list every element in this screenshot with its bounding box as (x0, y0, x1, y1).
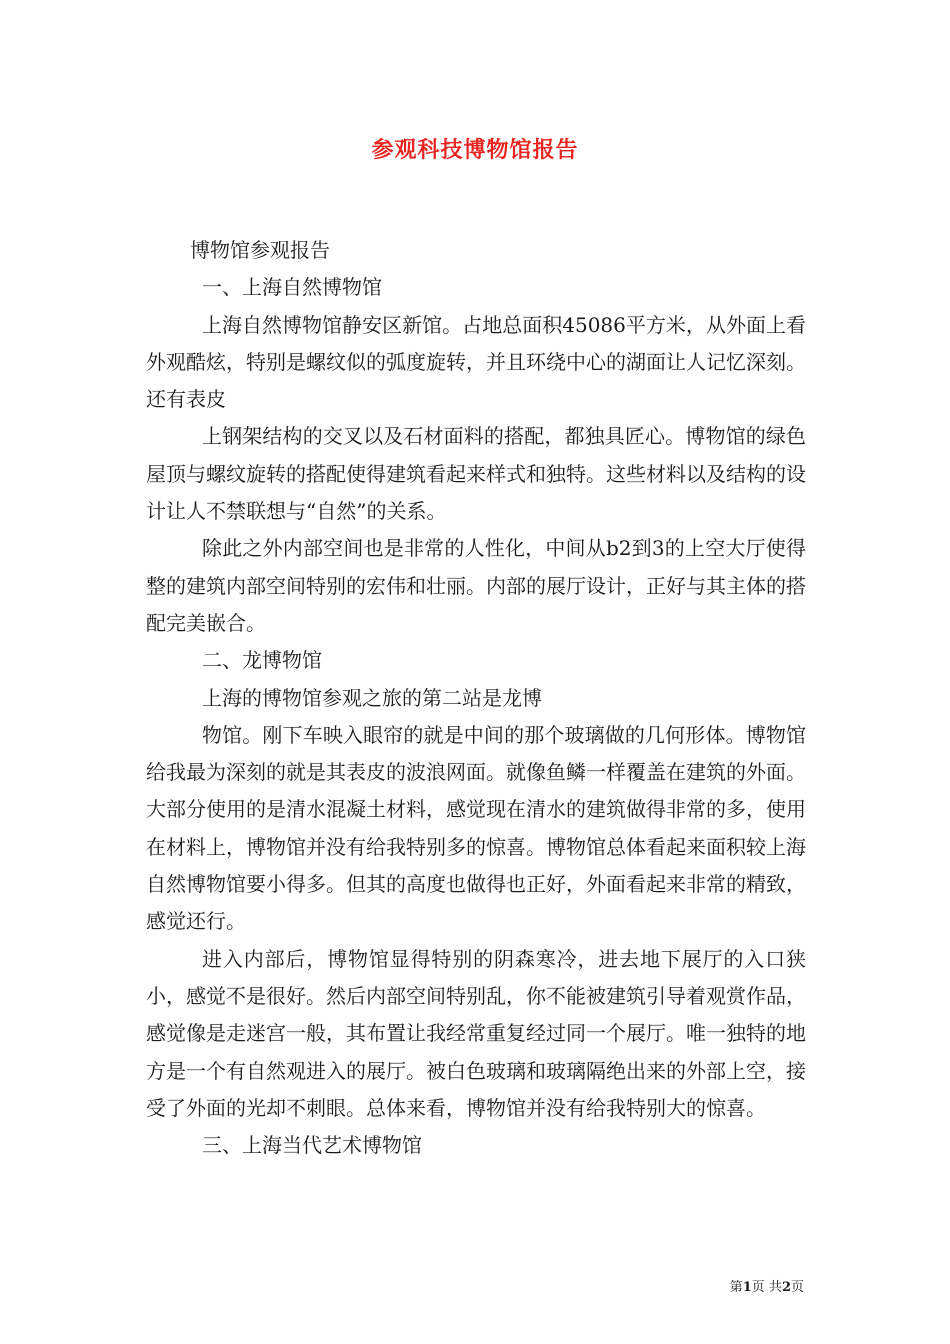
footer-suffix: 页 (790, 1280, 804, 1295)
paragraph: 除此之外内部空间也是非常的人性化，中间从b2到3的上空大厅使得整的建筑内部空间特别的宏伟和壮丽。内部的展厅设计，正好与其主体的搭配完美嵌合。 (146, 536, 806, 635)
section-heading-3: 三、上海当代艺术博物馆 (202, 1133, 422, 1158)
paragraph: 上钢架结构的交叉以及石材面料的搭配，都独具匠心。博物馆的绿色屋顶与螺纹旋转的搭配使得建筑看起来样式和独特。这些材料以及结构的设计让人不禁联想与“自然”的关系。 (146, 424, 806, 524)
paragraph: 上海的博物馆参观之旅的第二站是龙博 (202, 685, 542, 710)
footer-middle: 页 共 (751, 1280, 782, 1295)
document-body (146, 232, 806, 1164)
section-heading-1: 一、上海自然博物馆 (202, 275, 382, 300)
paragraph: 上海自然博物馆静安区新馆。占地总面积45086平方米，从外面上看外观酷炫，特别是螺纹似的弧度旋转，并且环绕中心的湖面让人记忆深刻。还有表皮 (146, 312, 806, 412)
document-subtitle: 博物馆参观报告 (190, 238, 330, 262)
total-pages-number: 2 (781, 1280, 791, 1295)
page-title: 参观科技博物馆报告 (371, 137, 579, 163)
page-footer (730, 1276, 804, 1295)
section-heading-2: 二、龙博物馆 (202, 648, 322, 673)
paragraph: 物馆。刚下车映入眼帘的就是中间的那个玻璃做的几何形体。博物馆给我最为深刻的就是其表皮的波浪网面。就像鱼鳞一样覆盖在建筑的外面。大部分使用的是清水混凝土材料，感觉现在清水的建筑做得非常的多，使用在材料上，博物馆并没有给我特别多的惊喜。博物馆总体看起来面积较上海自然博物馆要小得多。但其的高度也做得也正好，外面看起来非常的精致，感觉还行。 (146, 722, 806, 934)
current-page-number: 1 (742, 1280, 752, 1295)
footer-prefix: 第 (729, 1280, 743, 1295)
paragraph: 进入内部后，博物馆显得特别的阴森寒冷，进去地下展厅的入口狭小，感觉不是很好。然后内部空间特别乱，你不能被建筑引导着观赏作品，感觉像是走迷宫一般，其布置让我经常重复经过同一个展厅。唯一独特的地方是一个有自然观进入的展厅。被白色玻璃和玻璃隔绝出来的外部上空，接受了外面的光却不刺眼。总体来看，博物馆并没有给我特别大的惊喜。 (146, 946, 806, 1120)
